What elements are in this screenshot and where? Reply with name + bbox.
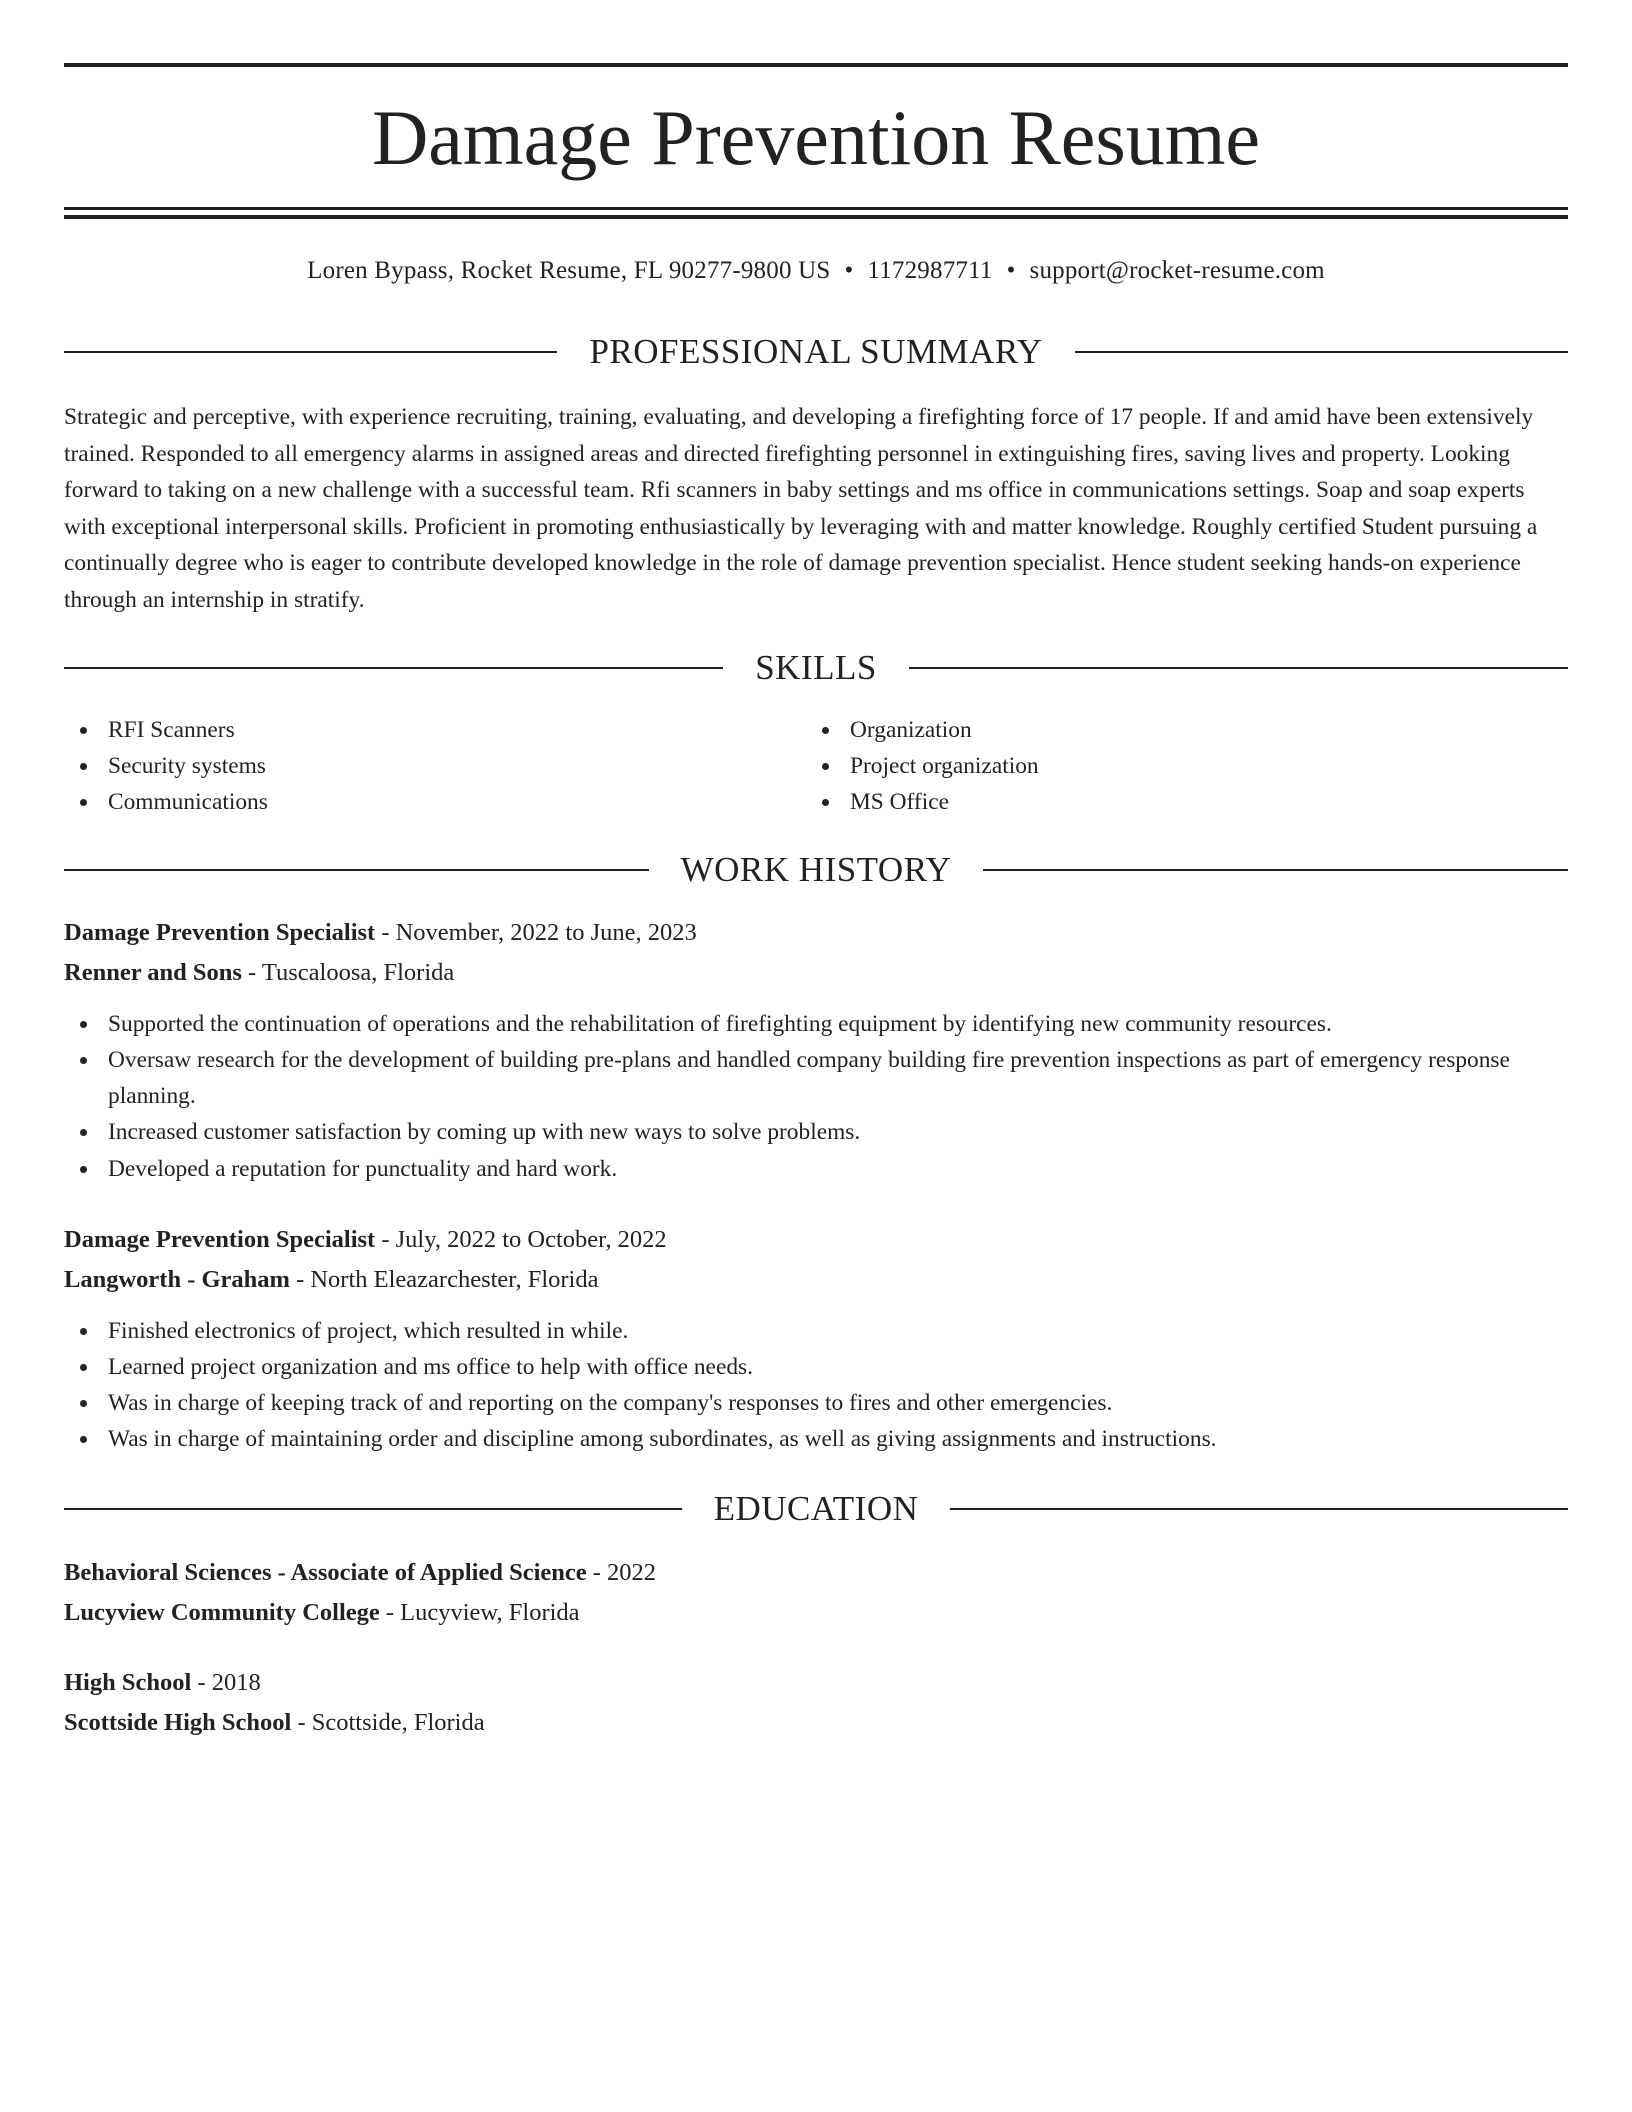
skill-item: Project organization: [806, 748, 1548, 784]
education-degree: Behavioral Sciences - Associate of Applied Science: [64, 1559, 587, 1586]
summary-section-header: [64, 330, 1568, 374]
duty-item: Oversaw research for the development of building pre-plans and handled company building fire prevention inspections as part of emergency response planning.: [64, 1042, 1568, 1114]
job-company: Langworth - Graham: [64, 1265, 290, 1293]
job-title: Damage Prevention Specialist: [64, 1226, 376, 1253]
work-heading: WORK HISTORY: [680, 850, 952, 889]
section-divider: [909, 667, 1568, 669]
job-company-line: [64, 953, 1568, 993]
duty-item: Finished electronics of project, which resulted in while.: [64, 1313, 1568, 1349]
contact-address: Loren Bypass, Rocket Resume, FL 90277-9800 US: [307, 257, 831, 284]
summary-text: Strategic and perceptive, with experience recruiting, training, evaluating, and developing a firefighting force of 17 people. If and amid have been extensively trained. Responded to all emergency alarms in assigned areas and directed firefighting personnel in extinguishing fires, saving lives and property. Looking forward to taking on a new challenge with a successful team. Rfi scanners in baby settings and ms office in communications settings. Soap and soap experts with exceptional interpersonal skills. Proficient in promoting enthusiastically by leveraging with and matter knowledge. Roughly certified Student pursuing a continually degree who is eager to contribute developed knowledge in the role of damage prevention specialist. Hence student seeking hands-on experience through an internship in stratify.: [64, 404, 1538, 613]
job-location: - North Eleazarchester, Florida: [289, 1265, 599, 1293]
education-year: - 2022: [586, 1559, 657, 1586]
duty-item: Increased customer satisfaction by coming up with new ways to solve problems.: [64, 1114, 1568, 1150]
skill-item: Security systems: [64, 748, 806, 784]
section-divider: [1075, 351, 1568, 353]
job-title-line: [64, 913, 1568, 953]
section-divider: [64, 351, 557, 353]
title-divider-thick: [64, 215, 1568, 219]
contact-email: support@rocket-resume.com: [1029, 257, 1325, 284]
job-dates: - July, 2022 to October, 2022: [375, 1226, 667, 1253]
education-location: - Lucyview, Florida: [379, 1598, 580, 1626]
education-heading: EDUCATION: [713, 1489, 919, 1528]
education-school-line: [64, 1593, 1568, 1633]
contact-line: [64, 252, 1568, 290]
education-school: Scottside High School: [64, 1708, 292, 1736]
job-company: Renner and Sons: [64, 958, 242, 986]
section-divider: [950, 1508, 1568, 1510]
contact-separator: •: [1006, 257, 1016, 284]
job-title: Damage Prevention Specialist: [64, 919, 376, 946]
duty-item: Developed a reputation for punctuality and hard work.: [64, 1151, 1568, 1187]
skills-heading: SKILLS: [755, 648, 877, 687]
duty-item: Learned project organization and ms office to help with office needs.: [64, 1349, 1568, 1385]
contact-separator: •: [844, 257, 854, 284]
education-entry: [64, 1553, 1568, 1632]
education-degree-line: [64, 1553, 1568, 1593]
job-duties: [64, 1006, 1568, 1187]
job-dates: - November, 2022 to June, 2023: [375, 919, 697, 946]
resume-title: Damage Prevention Resume: [371, 94, 1261, 181]
skill-item: Organization: [806, 712, 1548, 748]
education-section-header: [64, 1487, 1568, 1531]
skill-item: RFI Scanners: [64, 712, 806, 748]
job-duties: [64, 1313, 1568, 1457]
education-location: - Scottside, Florida: [291, 1708, 485, 1736]
education-degree: High School: [64, 1669, 192, 1696]
education-degree-line: [64, 1663, 1568, 1703]
job-location: - Tuscaloosa, Florida: [241, 958, 455, 986]
skills-list: [64, 712, 1568, 820]
section-divider: [64, 667, 723, 669]
skills-section-header: [64, 646, 1568, 690]
section-divider: [64, 869, 649, 871]
section-divider: [983, 869, 1568, 871]
skill-item: Communications: [64, 784, 806, 820]
top-divider: [64, 63, 1568, 67]
job-entry: [64, 913, 1568, 1187]
education-year: - 2018: [191, 1669, 261, 1696]
duty-item: Was in charge of maintaining order and discipline among subordinates, as well as giving assignments and instructions.: [64, 1421, 1568, 1457]
skills-column-right: [806, 712, 1548, 820]
education-school: Lucyview Community College: [64, 1598, 380, 1626]
duty-item: Was in charge of keeping track of and reporting on the company's responses to fires and other emergencies.: [64, 1385, 1568, 1421]
duty-item: Supported the continuation of operations and the rehabilitation of firefighting equipment by identifying new community resources.: [64, 1006, 1568, 1042]
section-divider: [64, 1508, 682, 1510]
job-company-line: [64, 1260, 1568, 1300]
skill-item: MS Office: [806, 784, 1548, 820]
education-entry: [64, 1663, 1568, 1742]
summary-heading: PROFESSIONAL SUMMARY: [589, 332, 1043, 371]
contact-phone: 1172987711: [867, 257, 993, 284]
work-section-header: [64, 848, 1568, 892]
education-school-line: [64, 1703, 1568, 1743]
skills-column-left: [64, 712, 806, 820]
job-title-line: [64, 1220, 1568, 1260]
job-entry: [64, 1220, 1568, 1457]
title-divider-thin: [64, 207, 1568, 210]
